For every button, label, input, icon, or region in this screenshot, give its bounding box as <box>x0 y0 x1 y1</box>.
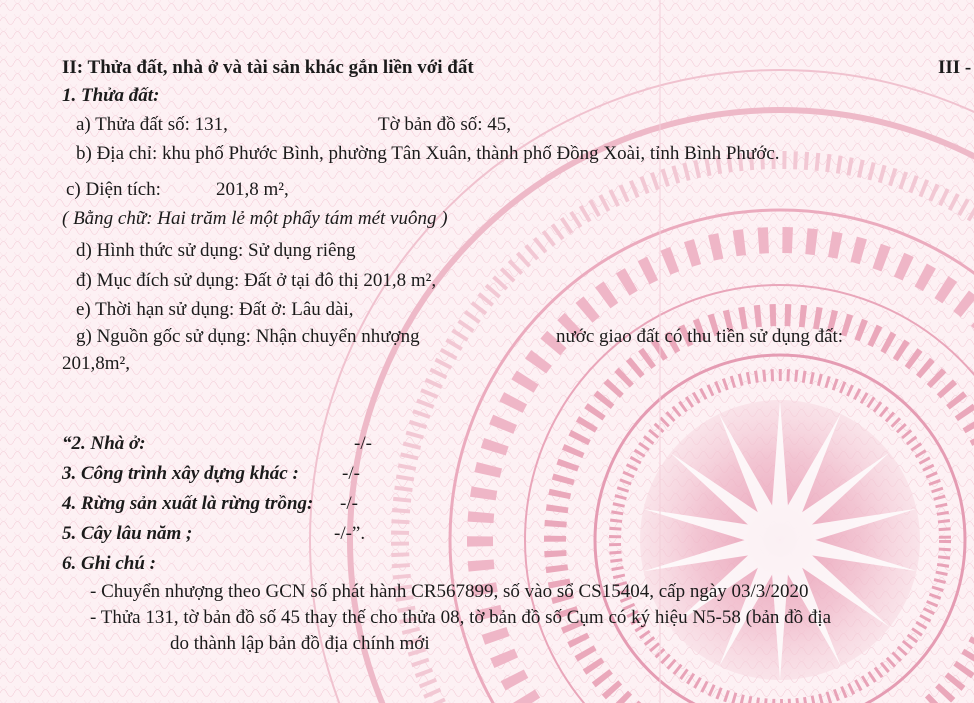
perennial-trees-value: -/-”. <box>334 523 366 544</box>
use-term: e) Thời hạn sử dụng: Đất ở: Lâu dài, <box>76 299 354 320</box>
land-origin-part1: g) Nguồn gốc sử dụng: Nhận chuyển nhượng <box>76 326 420 347</box>
land-origin-continued: 201,8m², <box>62 353 130 374</box>
note-replacement-line1: - Thửa 131, tờ bản đồ số 45 thay thế cho thửa 08, tờ bản đồ số Cụm có ký hiệu N5-58 (bản đồ địa <box>90 607 832 628</box>
note-transfer: - Chuyển nhượng theo GCN số phát hành CR567899, số vào sổ CS15404, cấp ngày 03/3/2020 <box>90 581 809 602</box>
map-sheet-number: Tờ bản đồ số: 45, <box>378 114 512 135</box>
notes-heading: 6. Ghi chú : <box>62 553 156 574</box>
land-parcel-heading: 1. Thửa đất: <box>62 85 160 106</box>
planted-forest-label: 4. Rừng sản xuất là rừng trồng: <box>62 493 314 514</box>
other-construction-value: -/- <box>342 463 360 484</box>
planted-forest-value: -/- <box>340 493 358 514</box>
next-section-mark: III - <box>938 57 972 78</box>
house-label: “2. Nhà ở: <box>62 433 146 454</box>
area-label: c) Diện tích: <box>66 179 161 200</box>
house-value: -/- <box>354 433 372 454</box>
section-heading: II: Thửa đất, nhà ở và tài sản khác gắn liền với đất <box>62 57 474 78</box>
land-origin-part2: nước giao đất có thu tiền sử dụng đất: <box>556 326 844 347</box>
parcel-address: b) Địa chỉ: khu phố Phước Bình, phường Tân Xuân, thành phố Đồng Xoài, tỉnh Bình Phước. <box>76 143 780 164</box>
other-construction-label: 3. Công trình xây dựng khác : <box>62 463 299 484</box>
use-form: d) Hình thức sử dụng: Sử dụng riêng <box>76 240 356 261</box>
note-replacement-line2: do thành lập bản đồ địa chính mới <box>170 633 430 654</box>
parcel-number: a) Thửa đất số: 131, <box>76 114 228 135</box>
use-purpose: đ) Mục đích sử dụng: Đất ở tại đô thị 201,8 m², <box>76 270 437 291</box>
perennial-trees-label: 5. Cây lâu năm ; <box>62 523 193 544</box>
area-in-words: ( Bằng chữ: Hai trăm lẻ một phẩy tám mét vuông ) <box>62 208 448 229</box>
area-value: 201,8 m², <box>216 179 289 200</box>
